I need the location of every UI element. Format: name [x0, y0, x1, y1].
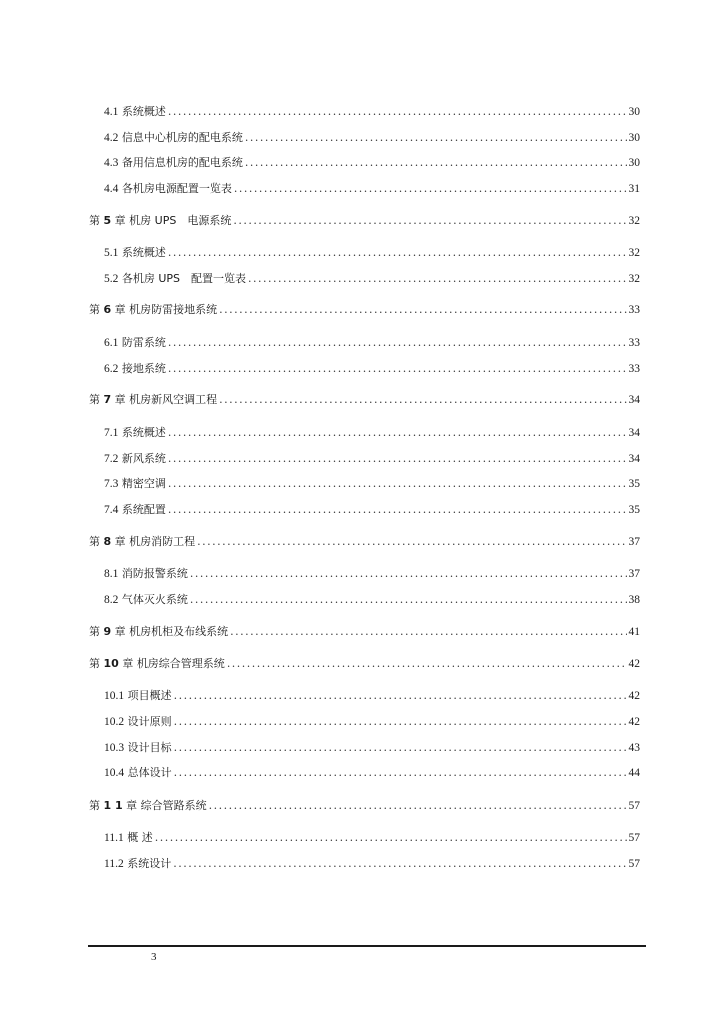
section-title: 各机房 UPS 配置一览表 — [121, 272, 247, 285]
toc-entry-label — [104, 477, 166, 491]
toc-page-number: 30 — [628, 132, 640, 144]
toc-page-number: 57 — [628, 858, 640, 870]
section-title: 设计目标 — [127, 741, 172, 754]
chapter-title: 机房 UPS 电源系统 — [129, 214, 232, 227]
chapter-title: 机房消防工程 — [129, 535, 196, 548]
toc-entry-label — [104, 246, 166, 260]
section-title: 项目概述 — [127, 689, 172, 702]
toc-entry-label — [104, 105, 166, 119]
toc-page-number: 37 — [628, 536, 640, 548]
dot-leader — [168, 503, 627, 517]
toc-section-entry[interactable] — [104, 362, 640, 376]
dot-leader — [245, 156, 627, 170]
dot-leader — [168, 452, 627, 466]
toc-page-number: 31 — [628, 183, 640, 195]
toc-entry-label — [104, 715, 172, 729]
chapter-prefix: 第 — [89, 799, 100, 812]
toc-page-number: 43 — [628, 742, 640, 754]
toc-entry-label — [89, 214, 231, 228]
chapter-number: 7 — [103, 393, 112, 406]
dot-leader — [168, 336, 627, 350]
toc-page-number: 57 — [628, 832, 640, 844]
toc-chapter-entry[interactable] — [89, 657, 640, 671]
dot-leader — [190, 567, 627, 581]
dot-leader — [227, 657, 627, 671]
section-title: 设计原则 — [127, 715, 172, 728]
section-number: 7.2 — [104, 453, 119, 465]
toc-page-number: 42 — [628, 658, 640, 670]
toc-page-number: 33 — [628, 304, 640, 316]
toc-section-entry[interactable] — [104, 182, 640, 196]
section-number: 11.2 — [104, 858, 124, 870]
toc-page-number: 34 — [628, 453, 640, 465]
section-number: 5.2 — [104, 273, 119, 285]
dot-leader — [245, 131, 627, 145]
section-title: 系统概述 — [121, 426, 166, 439]
section-title: 信息中心机房的配电系统 — [121, 131, 243, 144]
dot-leader — [174, 766, 627, 780]
toc-section-entry[interactable] — [104, 336, 640, 350]
toc-section-entry[interactable] — [104, 156, 640, 170]
section-title: 系统概述 — [121, 105, 166, 118]
section-number: 6.2 — [104, 363, 119, 375]
section-number: 7.4 — [104, 504, 119, 516]
section-title: 系统概述 — [121, 246, 166, 259]
chapter-prefix: 第 — [89, 303, 100, 316]
toc-page-number: 41 — [628, 626, 640, 638]
section-number: 8.2 — [104, 594, 119, 606]
toc-entry-label — [104, 593, 188, 607]
footer-rule — [88, 945, 646, 947]
toc-entry-label — [104, 567, 188, 581]
toc-page-number: 32 — [628, 247, 640, 259]
toc-page-number: 34 — [628, 427, 640, 439]
section-number: 6.1 — [104, 337, 119, 349]
toc-section-entry[interactable] — [104, 857, 640, 871]
section-title: 备用信息机房的配电系统 — [121, 156, 243, 169]
section-number: 4.4 — [104, 183, 119, 195]
toc-entry-label — [104, 857, 171, 871]
dot-leader — [230, 625, 626, 639]
section-title: 防雷系统 — [121, 336, 166, 349]
dot-leader — [248, 272, 626, 286]
toc-page-number: 37 — [628, 568, 640, 580]
toc-page-number: 33 — [628, 363, 640, 375]
toc-section-entry[interactable] — [104, 426, 640, 440]
toc-entry-label — [104, 131, 243, 145]
section-title: 新风系统 — [121, 452, 166, 465]
dot-leader — [190, 593, 627, 607]
toc-section-entry[interactable] — [104, 452, 640, 466]
chapter-suffix: 章 — [122, 657, 134, 670]
toc-section-entry[interactable] — [104, 766, 640, 780]
chapter-prefix: 第 — [89, 625, 100, 638]
toc-chapter-entry[interactable] — [89, 393, 640, 407]
section-number: 4.2 — [104, 132, 119, 144]
chapter-title: 机房机柜及布线系统 — [129, 625, 229, 638]
toc-entry-label — [89, 303, 217, 317]
toc-section-entry[interactable] — [104, 567, 640, 581]
toc-entry-label — [104, 156, 243, 170]
section-number: 10.2 — [104, 716, 125, 728]
section-title: 接地系统 — [121, 362, 166, 375]
chapter-prefix: 第 — [89, 657, 100, 670]
section-title: 气体灭火系统 — [121, 593, 188, 606]
dot-leader — [173, 857, 626, 871]
dot-leader — [174, 741, 627, 755]
chapter-suffix: 章 — [114, 393, 126, 406]
toc-chapter-entry[interactable] — [89, 535, 640, 549]
dot-leader — [233, 214, 626, 228]
toc-section-entry[interactable] — [104, 477, 640, 491]
toc-entry-label — [89, 625, 228, 639]
toc-chapter-entry[interactable] — [89, 625, 640, 639]
chapter-title: 机房综合管理系统 — [136, 657, 225, 670]
dot-leader — [168, 477, 627, 491]
section-number: 11.1 — [104, 832, 124, 844]
toc-page-number: 30 — [628, 157, 640, 169]
dot-leader — [197, 535, 626, 549]
toc-entry-label — [89, 393, 217, 407]
toc-entry-label — [89, 535, 195, 549]
toc-entry-label — [104, 831, 153, 845]
toc-entry-label — [104, 362, 166, 376]
toc-entry-label — [104, 741, 172, 755]
page-number: 3 — [151, 951, 157, 963]
chapter-number: 10 — [103, 657, 119, 670]
toc-page-number: 32 — [628, 273, 640, 285]
toc-page-number: 34 — [628, 394, 640, 406]
section-number: 8.1 — [104, 568, 119, 580]
toc-entry-label — [104, 182, 232, 196]
toc-entry-label — [89, 799, 207, 813]
section-title: 总体设计 — [127, 766, 172, 779]
toc-entry-label — [104, 689, 172, 703]
toc-entry-label — [104, 452, 166, 466]
section-number: 10.1 — [104, 690, 125, 702]
toc-section-entry[interactable] — [104, 831, 640, 845]
toc-page-number: 38 — [628, 594, 640, 606]
toc-section-entry[interactable] — [104, 689, 640, 703]
section-title: 系统设计 — [127, 857, 172, 870]
section-number: 10.3 — [104, 742, 125, 754]
section-title: 消防报警系统 — [121, 567, 188, 580]
chapter-prefix: 第 — [89, 393, 100, 406]
toc-entry-label — [104, 766, 172, 780]
toc-section-entry[interactable] — [104, 593, 640, 607]
section-title: 系统配置 — [121, 503, 166, 516]
toc-chapter-entry[interactable] — [89, 214, 640, 228]
toc-chapter-entry[interactable] — [89, 799, 640, 813]
toc-section-entry[interactable] — [104, 246, 640, 260]
chapter-title: 综合管路系统 — [140, 799, 207, 812]
chapter-number: 6 — [103, 303, 112, 316]
chapter-number: 9 — [103, 625, 112, 638]
toc-entry-label — [104, 272, 246, 286]
dot-leader — [168, 362, 627, 376]
toc-entry-label — [104, 503, 166, 517]
toc-page-number: 57 — [628, 800, 640, 812]
section-number: 7.1 — [104, 427, 119, 439]
dot-leader — [174, 715, 627, 729]
toc-section-entry[interactable] — [104, 105, 640, 119]
dot-leader — [168, 246, 627, 260]
chapter-number: 5 — [103, 214, 112, 227]
chapter-title: 机房新风空调工程 — [129, 393, 218, 406]
toc-section-entry[interactable] — [104, 131, 640, 145]
chapter-suffix: 章 — [114, 303, 126, 316]
dot-leader — [219, 393, 626, 407]
toc-section-entry[interactable] — [104, 272, 640, 286]
chapter-suffix: 章 — [114, 214, 126, 227]
chapter-suffix: 章 — [126, 799, 138, 812]
section-title: 精密空调 — [121, 477, 166, 490]
chapter-title: 机房防雷接地系统 — [129, 303, 218, 316]
section-number: 4.3 — [104, 157, 119, 169]
toc-chapter-entry[interactable] — [89, 303, 640, 317]
toc-page-number: 33 — [628, 337, 640, 349]
chapter-number: 8 — [103, 535, 112, 548]
toc-page-number: 42 — [628, 690, 640, 702]
dot-leader — [155, 831, 627, 845]
toc-entry-label — [89, 657, 225, 671]
toc-page-number: 30 — [628, 106, 640, 118]
dot-leader — [234, 182, 627, 196]
section-number: 7.3 — [104, 478, 119, 490]
toc-entry-label — [104, 426, 166, 440]
chapter-prefix: 第 — [89, 535, 100, 548]
section-title: 概 述 — [127, 831, 153, 844]
chapter-suffix: 章 — [114, 625, 126, 638]
toc-page-number: 35 — [628, 478, 640, 490]
chapter-prefix: 第 — [89, 214, 100, 227]
section-title: 各机房电源配置一览表 — [121, 182, 232, 195]
toc-page-number: 32 — [628, 215, 640, 227]
dot-leader — [219, 303, 626, 317]
toc-section-entry[interactable] — [104, 741, 640, 755]
dot-leader — [168, 426, 627, 440]
section-number: 5.1 — [104, 247, 119, 259]
dot-leader — [168, 105, 627, 119]
toc-page-number: 35 — [628, 504, 640, 516]
toc-entry-label — [104, 336, 166, 350]
section-number: 10.4 — [104, 767, 125, 779]
toc-page-number: 44 — [628, 767, 640, 779]
toc-section-entry[interactable] — [104, 503, 640, 517]
chapter-number: 1 1 — [103, 799, 123, 812]
toc-section-entry[interactable] — [104, 715, 640, 729]
chapter-suffix: 章 — [114, 535, 126, 548]
dot-leader — [209, 799, 627, 813]
dot-leader — [174, 689, 627, 703]
toc-page-number: 42 — [628, 716, 640, 728]
section-number: 4.1 — [104, 106, 119, 118]
